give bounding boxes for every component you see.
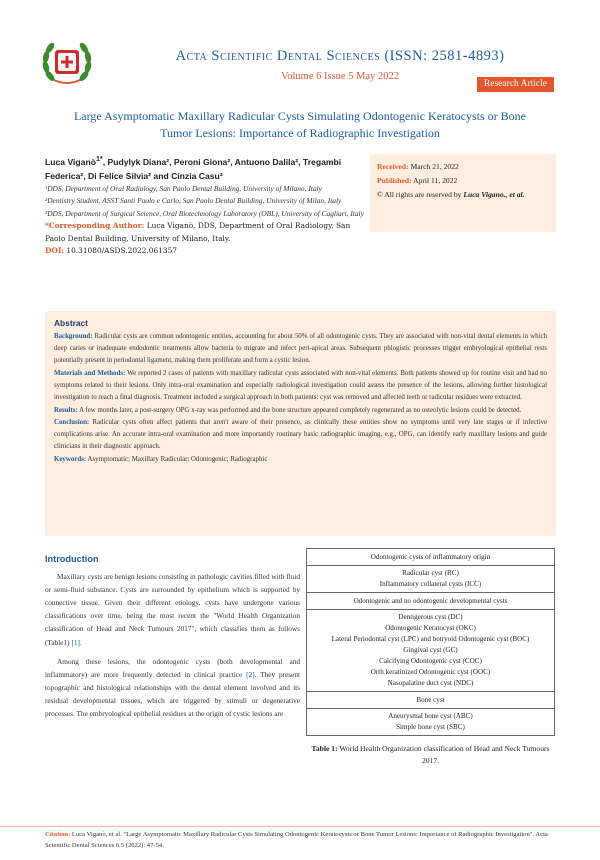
abstract-conclusion: Conclusion: Radicular cysts often affect patients that aren't aware of their presence, as clinically these entities show no symptoms until very late stages or if infective complications arise. An accurate intra-oral examination and more importantly routinary basic radiographic imaging, e.g., OPG, can identify early maxillary lesions and guide clinicians in their diagnostic approach. xyxy=(54,419,547,451)
intro-paragraph-2: Among these lesions, the odontogenic cysts (both developmental and inflammatory) are more frequently detected in clinical practice [2]. They present topographic and histological relationships with the dental element involved and its residual developmental tissues, which are triggered by stimuli or degenerative processes. The embryological epithelial residues at the origin of cystic lesions are xyxy=(45,656,301,719)
table-cell xyxy=(307,709,555,736)
classification-table-wrap xyxy=(306,548,555,767)
citation-link-2[interactable]: [2] xyxy=(246,669,255,679)
table-group-header-row xyxy=(307,692,555,709)
table-group-header: Bone cyst xyxy=(307,692,555,709)
table-group-header-row xyxy=(307,593,555,610)
article-type-badge: Research Article xyxy=(477,77,554,92)
article-title: Large Asymptomatic Maxillary Radicular Cysts Simulating Odontogenic Keratocysts or Bone Tumor Lesions: Importance of Radiographic Investigation xyxy=(73,109,527,140)
table-entry: Orth keratinized Odontogenic cyst (OOC) xyxy=(370,668,491,676)
table-row xyxy=(307,566,555,593)
introduction-heading: Introduction xyxy=(45,554,99,564)
table-entry: Odontogenic Keratocyst (OKC) xyxy=(385,624,476,632)
table-entry: Simple bone cyst (SBC) xyxy=(396,723,465,731)
table-entry: Dentigerous cyst (DC) xyxy=(398,613,463,621)
citation-link-1[interactable]: [1]. xyxy=(71,637,82,647)
table-entry: Gingival cyst (GC) xyxy=(403,646,458,654)
journal-laurel-logo-icon xyxy=(38,40,96,86)
affiliation-3: ³DDS, Department of Surgical Science, Oral Biotechnology Laboratory (OBL), University of Cagliari, Italy xyxy=(45,208,364,218)
table-cell xyxy=(307,566,555,593)
author-list: Luca Viganò$^{1*}$, Pudylyk Diana², Peroni Giona², Antuono Dalila², Tregambi Federica², Di Felice Silvia² and Cinzia Casu³ xyxy=(45,155,342,181)
table-row xyxy=(307,610,555,692)
abstract-results: Results: A few months later, a post-surgery OPG x-ray was performed and the bone structure appeared completely regenerated as no osteolytic lesions could be detected. xyxy=(54,406,522,414)
abstract-background: Background: Radicular cysts are common odontogenic entities, accounting for about 50% of all odontogenic cysts. They are associated with non-vital dental elements in which deep caries or inadequate endodontic treatments allow bacteria to migrate and infect peri-apical areas. Subsequent phlogistic processes trigger embryological epithelial rests potentially present in periodontal ligament, making them proliferate and form a cystic lesion. xyxy=(54,333,547,365)
table-entry: Aneurysmal bone cyst (ABC) xyxy=(388,712,473,720)
page-header xyxy=(0,0,600,100)
table-entry: Inflammatory collateral cysts (ICC) xyxy=(379,580,482,588)
introduction-section xyxy=(45,553,300,726)
journal-title: Acta Scientific Dental Sciences (ISSN: 2581-4893) xyxy=(175,48,505,64)
footer-divider xyxy=(0,826,600,827)
table-group-header: Odontogenic and no odontogenic developmental cysts xyxy=(307,593,555,610)
table-group-header-row xyxy=(307,549,555,566)
affiliation-1: ¹DDS, Department of Oral Radiology, San Paolo Dental Building, University of Milano, Italy xyxy=(45,183,322,193)
table-caption: Table 1: World Health Organization classification of Head and Neck Tumours 2017. xyxy=(311,744,550,765)
copyright: © All rights are reserved by Luca Vigano., et al. xyxy=(377,190,525,199)
table-group-header: Odontogenic cysts of inflammatory origin xyxy=(307,549,555,566)
authors-block xyxy=(45,152,365,258)
affiliation-2: ²Dentistry Student, ASST Santi Paolo e Carlo, San Paolo Dental Building, University of Milan, Italy xyxy=(45,196,342,206)
abstract-keywords: Keywords: Asymptomatic; Maxillary Radicular; Odontogenic; Radiographic xyxy=(54,456,268,464)
doi[interactable]: DOI: 10.31080/ASDS.2022.061357 xyxy=(45,246,177,256)
table-entry: Calcifying Odontogenic cyst (COC) xyxy=(379,657,482,665)
corresponding-author: *Corresponding Author: Luca Viganò, DDS, Department of Oral Radiology, San Paolo Dental Building, University of Milano, Italy. xyxy=(45,221,351,243)
intro-paragraph-1: Maxillary cysts are benign lesions consisting in pathologic cavities filled with fluid or semi-fluid substance. Cysts are surrounded by epithelium which is supported by connective tissue. Given their different etiology, cysts have undergone various classifications over time, being the most recent the "World Health Organization classification of Head and Neck Tumours 2017", which classifies them as follows (Table1) [1]. xyxy=(45,572,300,647)
citation-footer: Citation: Luca Viganò, et al. "Large Asymptomatic Maxillary Radicular Cysts Simulating Odontogenic Keratocysts or Bone Tumor Lesions: Importance of Radiographic Investigation". Acta Scientific Dental Sciences 6.5 (2022): 47-54. xyxy=(45,831,548,849)
abstract-methods: Materials and Methods: We reported 2 cases of patients with maxillary radicular cysts associated with non-vital elements. Both patients showed up for routine visit and had no symptoms related to their lesions. Only intra-oral examination and especially radiological investigation could assess the presence of the lesions, allowing further histological investigation to reach a final diagnosis. Treatment included a surgical approach in both patients: cyst was removed and affected teeth or radicular residues were extracted. xyxy=(54,369,547,402)
abstract-box xyxy=(45,311,556,536)
table-row xyxy=(307,709,555,736)
published-date: Published: April 11, 2022 xyxy=(377,176,458,185)
table-entry: Radicular cyst (RC) xyxy=(402,569,459,577)
table-cell xyxy=(307,610,555,692)
abstract-heading: Abstract xyxy=(54,318,88,328)
received-date: Received: March 21, 2022 xyxy=(377,162,459,171)
issue-info: Volume 6 Issue 5 May 2022 xyxy=(281,71,399,82)
article-dates-box xyxy=(370,154,556,232)
table-entry: Lateral Periodontal cyst (LPC) and botryoid Odontogenic cyst (BOC) xyxy=(331,635,530,643)
table-entry: Nasopalatine duct cyst (NDC) xyxy=(387,679,474,687)
classification-table xyxy=(306,548,555,736)
